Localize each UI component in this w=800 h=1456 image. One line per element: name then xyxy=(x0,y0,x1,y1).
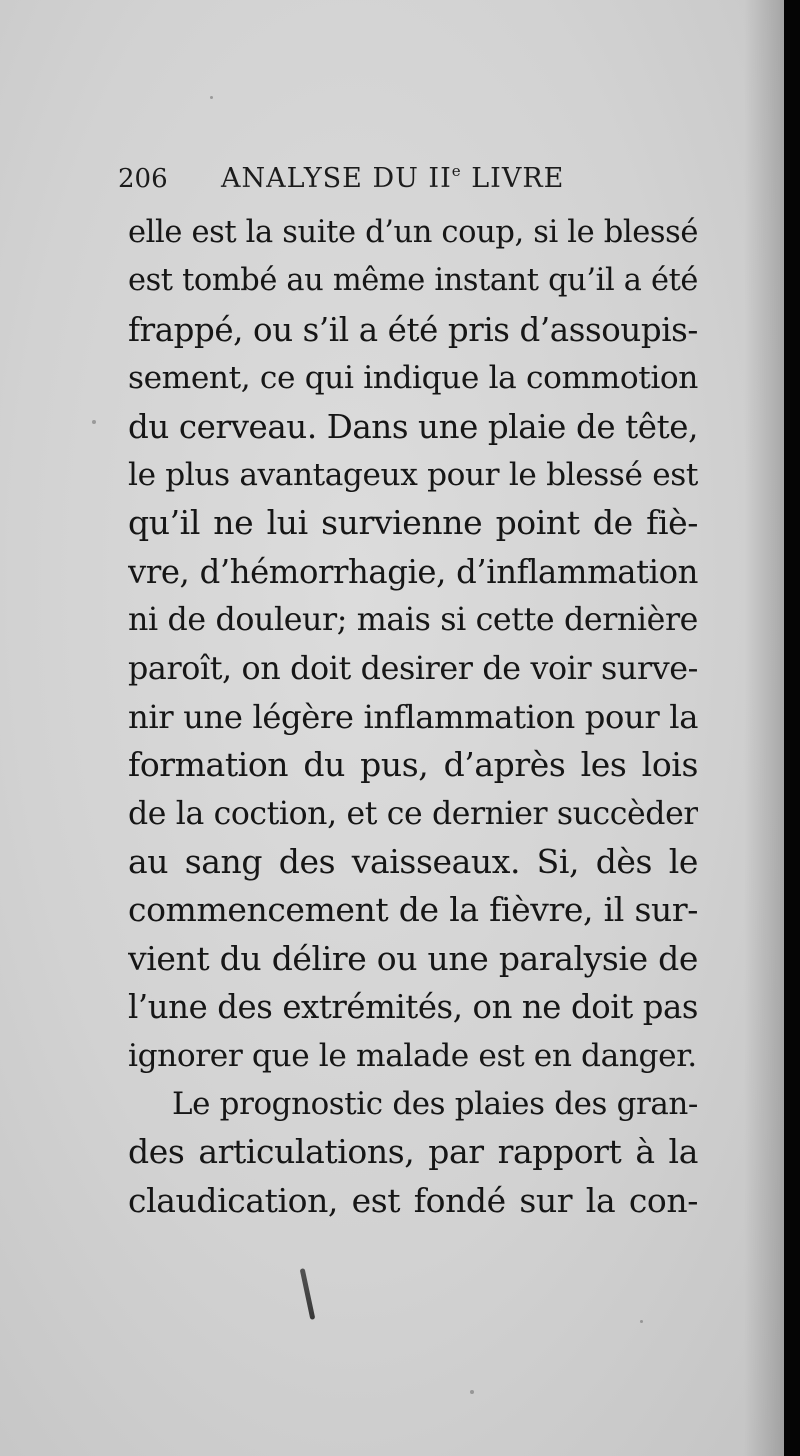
running-title-main: ANALYSE DU II xyxy=(221,163,452,194)
text-line: vre, d’hémorrhagie, d’inflammation xyxy=(128,552,698,591)
text-line: est tombé au même instant qu’il a été xyxy=(128,263,698,299)
text-line: frappé, ou s’il a été pris d’assoupis- xyxy=(128,310,698,349)
text-line: ignorer que le malade est en danger. xyxy=(128,1037,697,1074)
ink-mark xyxy=(300,1268,316,1320)
text-line: nir une légère inflammation pour la xyxy=(128,697,698,736)
page-shadow xyxy=(744,0,784,1456)
text-line: ni de douleur; mais si cette dernière xyxy=(128,602,698,639)
body-text xyxy=(128,209,698,1225)
text-line: le plus avantageux pour le blessé est xyxy=(128,456,698,493)
text-line: vient du délire ou une paralysie de xyxy=(128,938,698,978)
text-line: formation du pus, d’après les lois xyxy=(128,745,698,785)
text-line: elle est la suite d’un coup, si le blessé xyxy=(128,215,698,250)
text-line: paroît, on doit desirer de voir surve- xyxy=(128,650,698,687)
running-title-superscript: e xyxy=(451,162,462,180)
text-line: de la coction, et ce dernier succèder xyxy=(128,795,698,832)
text-line: Le prognostic des plaies des gran- xyxy=(172,1086,698,1123)
paper-speck xyxy=(470,1390,474,1394)
text-line: l’une des extrémités, on ne doit pas xyxy=(128,988,698,1027)
paper-speck xyxy=(640,1320,643,1323)
paper-speck xyxy=(92,420,96,424)
text-line: claudication, est fondé sur la con- xyxy=(128,1180,698,1220)
running-title-end: LIVRE xyxy=(461,163,565,194)
text-line: commencement de la fièvre, il sur- xyxy=(128,890,698,930)
paper-speck xyxy=(210,96,213,99)
text-line: des articulations, par rapport à la xyxy=(128,1132,698,1172)
scan-border xyxy=(784,0,800,1456)
running-title xyxy=(221,162,564,194)
text-line: du cerveau. Dans une plaie de tête, xyxy=(128,407,698,446)
text-line: sement, ce qui indique la commotion xyxy=(128,360,698,397)
text-line: au sang des vaisseaux. Si, dès le xyxy=(128,842,698,882)
page-number: 206 xyxy=(118,164,168,194)
text-line: qu’il ne lui survienne point de fiè- xyxy=(128,503,698,543)
running-head xyxy=(118,158,698,204)
